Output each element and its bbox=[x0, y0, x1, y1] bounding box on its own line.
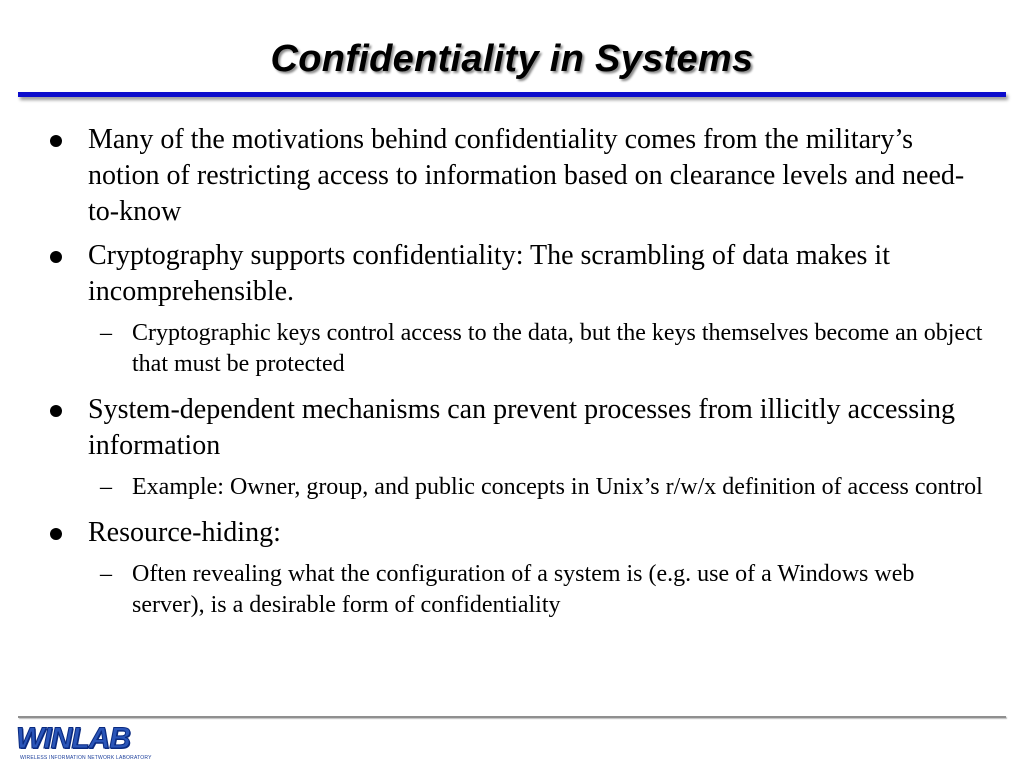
bullet-dot-icon bbox=[50, 135, 62, 147]
footer-divider bbox=[18, 716, 1006, 718]
dash-icon: – bbox=[100, 474, 112, 500]
bullet-dot-icon bbox=[50, 405, 62, 417]
bullet-item bbox=[88, 122, 984, 230]
sub-bullet-text: Often revealing what the configuration of a system is (e.g. use of a Windows web server), is a desirable form of confidentiality bbox=[132, 561, 915, 618]
sub-bullet-text: Example: Owner, group, and public concepts in Unix’s r/w/x definition of access control bbox=[132, 474, 983, 500]
bullet-dot-icon bbox=[50, 251, 62, 263]
bullet-item bbox=[88, 392, 984, 464]
bullet-text: Many of the motivations behind confidentiality comes from the military’s notion of restricting access to information based on clearance levels and need-to-know bbox=[88, 124, 965, 227]
bullet-text: Resource-hiding: bbox=[88, 517, 281, 548]
sub-bullet-text: Cryptographic keys control access to the data, but the keys themselves become an object that must be protected bbox=[132, 320, 983, 377]
bullet-list bbox=[0, 122, 1024, 633]
bullet-dot-icon bbox=[50, 528, 62, 540]
dash-icon: – bbox=[100, 320, 112, 346]
bullet-item bbox=[88, 238, 984, 310]
bullet-text: Cryptography supports confidentiality: The scrambling of data makes it incomprehensible. bbox=[88, 240, 890, 307]
bullet-item bbox=[88, 515, 984, 551]
winlab-logo bbox=[16, 723, 166, 763]
sub-bullet-item bbox=[100, 559, 984, 621]
dash-icon: – bbox=[100, 561, 112, 587]
sub-bullet-item bbox=[100, 318, 984, 380]
bullet-text: System-dependent mechanisms can prevent processes from illicitly accessing information bbox=[88, 394, 955, 461]
sub-bullet-item bbox=[100, 472, 984, 503]
logo-subtitle: WIRELESS INFORMATION NETWORK LABORATORY bbox=[20, 755, 152, 761]
title-divider bbox=[18, 92, 1006, 97]
slide-title: Confidentiality in Systems bbox=[270, 38, 754, 80]
logo-wordmark: WINLAB bbox=[16, 722, 130, 755]
